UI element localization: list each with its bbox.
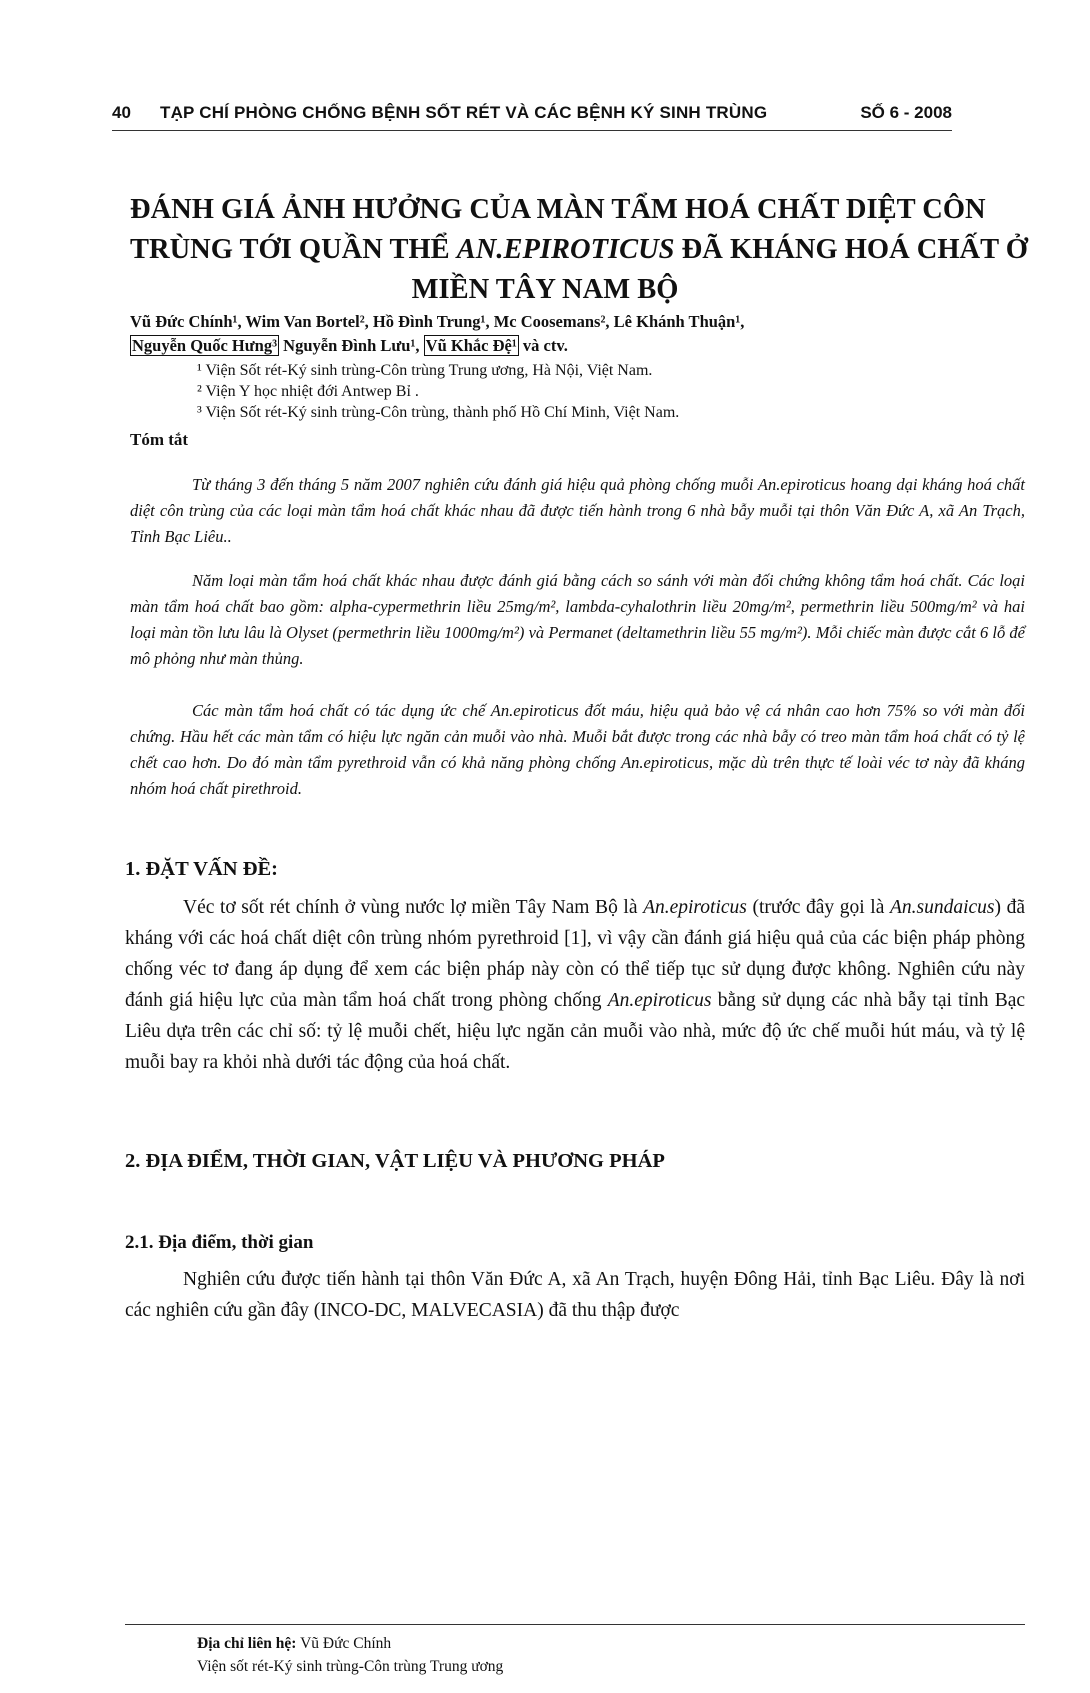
page-number: 40 <box>112 103 131 122</box>
body-paragraph <box>125 892 1025 1078</box>
journal-title: TẠP CHÍ PHÒNG CHỐNG BỆNH SỐT RÉT VÀ CÁC BỆNH KÝ SINH TRÙNG <box>160 103 768 122</box>
abstract-paragraph <box>130 568 1025 672</box>
title-species: AN.EPIROTICUS <box>456 234 675 265</box>
contact-line <box>197 1632 503 1655</box>
section-body <box>125 892 1025 1078</box>
species-name: An.epiroticus <box>607 990 712 1011</box>
section-heading: 1. ĐẶT VẤN ĐỀ: <box>125 858 279 880</box>
section-heading: 2. ĐỊA ĐIỂM, THỜI GIAN, VẬT LIỆU VÀ PHƯƠNG PHÁP <box>125 1150 665 1172</box>
footnote-rule <box>125 1624 1025 1625</box>
body-paragraph: Nghiên cứu được tiến hành tại thôn Văn Đức A, xã An Trạch, huyện Đông Hải, tỉnh Bạc Liêu. Đây là nơi các nghiên cứu gần đây (INCO-DC, MALVECASIA) đã thu thập được <box>125 1269 1025 1321</box>
contact-name: Vũ Đức Chính <box>296 1635 392 1652</box>
affiliation-item: ² Viện Y học nhiệt đới Antwep Bỉ . <box>197 383 419 400</box>
authors-line-1: Vũ Đức Chính¹, Wim Van Bortel², Hồ Đình Trung¹, Mc Coosemans², Lê Khánh Thuận¹, <box>130 312 745 331</box>
abstract-heading: Tóm tắt <box>130 430 189 449</box>
subsection-heading: 2.1. Địa điểm, thời gian <box>125 1232 314 1253</box>
species-name: An.sundaicus <box>889 897 995 918</box>
abstract-p3: Các màn tẩm hoá chất có tác dụng ức chế An.epiroticus đốt máu, hiệu quả bảo vệ cá nhân cao hơn 75% so với màn đối chứng. Hầu hết các màn tẩm có hiệu lực ngăn cản muỗi vào nhà. Muỗi bắt được trong các nhà bẫy có treo màn tẩm hoá chất có tỷ lệ chết cao hơn. Do đó màn tẩm pyrethroid vẫn có khả năng phòng chống An.epiroticus, mặc dù trên thực tế loài véc tơ này đã kháng nhóm hoá chất pirethroid. <box>130 701 1025 798</box>
abstract-paragraph <box>130 472 1025 550</box>
boxed-author: Nguyễn Quốc Hưng³ <box>132 336 278 355</box>
title-text: TRÙNG TỚI QUẦN THỂ <box>130 234 457 265</box>
title-text: ĐÃ KHÁNG HOÁ CHẤT Ở <box>674 234 1028 265</box>
text-run: bằng sử dụng các nhà bẫy tại tỉnh Bạc Liêu dựa trên các chỉ số: tỷ lệ muỗi chết, hiệu lực ngăn cản muỗi vào nhà, mức độ ức chế muỗi hút máu, và tỷ lệ muỗi bay ra khỏi nhà dưới tác động của hoá chất. <box>125 990 1026 1073</box>
text-run: ) đã kháng với các hoá chất diệt côn trùng nhóm pyrethroid [1], vì vậy cần đánh giá hiệu quả của các biện pháp phòng chống véc tơ đang áp dụng để xem các biện pháp này còn có thể tiếp tục sử dụng được không. Nghiên cứu này đánh giá hiệu lực của màn tẩm hoá chất trong phòng chống <box>125 897 1025 1011</box>
title-line-1: ĐÁNH GIÁ ẢNH HƯỞNG CỦA MÀN TẨM HOÁ CHẤT DIỆT CÔN <box>130 194 986 225</box>
footnote <box>197 1632 503 1678</box>
header-rule <box>112 130 952 131</box>
running-header <box>112 103 952 131</box>
affiliations <box>197 360 897 423</box>
affiliation-item: ³ Viện Sốt rét-Ký sinh trùng-Côn trùng, thành phố Hồ Chí Minh, Việt Nam. <box>197 404 680 421</box>
abstract-p2: Năm loại màn tẩm hoá chất khác nhau được đánh giá bằng cách so sánh với màn đối chứng không tẩm hoá chất. Các loại màn tẩm hoá chất bao gồm: alpha-cypermethrin liều 25mg/m², lambda-cyhalothrin liều 20mg/m², permethrin liều 500mg/m² và hai loại màn tồn lưu lâu là Olyset (permethrin liều 1000mg/m²) và Permanet (deltamethrin liều 55 mg/m²). Mỗi chiếc màn được cắt 6 lỗ để mô phỏng như màn thủng. <box>130 571 1025 668</box>
author-text: Nguyễn Đình Lưu¹, <box>279 336 424 355</box>
title-line-3: MIỀN TÂY NAM BỘ <box>411 274 679 305</box>
contact-label: Địa chỉ liên hệ: <box>197 1635 297 1652</box>
section-body <box>125 1264 1025 1326</box>
authors-line-2 <box>130 334 1025 358</box>
title-line-2 <box>130 230 1028 270</box>
article-title <box>130 190 1028 310</box>
contact-org: Viện sốt rét-Ký sinh trùng-Côn trùng Trung ương <box>197 1658 504 1675</box>
author-list <box>130 310 1025 358</box>
text-run: Véc tơ sốt rét chính ở vùng nước lợ miền Tây Nam Bộ là <box>183 897 644 918</box>
affiliation-item: ¹ Viện Sốt rét-Ký sinh trùng-Côn trùng Trung ương, Hà Nội, Việt Nam. <box>197 362 653 379</box>
issue-number: SỐ 6 - 2008 <box>860 103 952 122</box>
text-run: (trước đây gọi là <box>746 897 890 918</box>
boxed-author: Vũ Khắc Đệ¹ <box>425 336 517 355</box>
author-text: và ctv. <box>518 336 568 355</box>
abstract-paragraph <box>130 698 1025 802</box>
species-name: An.epiroticus <box>643 897 747 918</box>
abstract-p1: Từ tháng 3 đến tháng 5 năm 2007 nghiên cứu đánh giá hiệu quả phòng chống muỗi An.epiroticus hoang dại kháng hoá chất diệt côn trùng của các loại màn tẩm hoá chất khác nhau đã được tiến hành trong 6 nhà bẫy muỗi tại thôn Văn Đức A, xã An Trạch, Tỉnh Bạc Liêu.. <box>130 475 1025 546</box>
